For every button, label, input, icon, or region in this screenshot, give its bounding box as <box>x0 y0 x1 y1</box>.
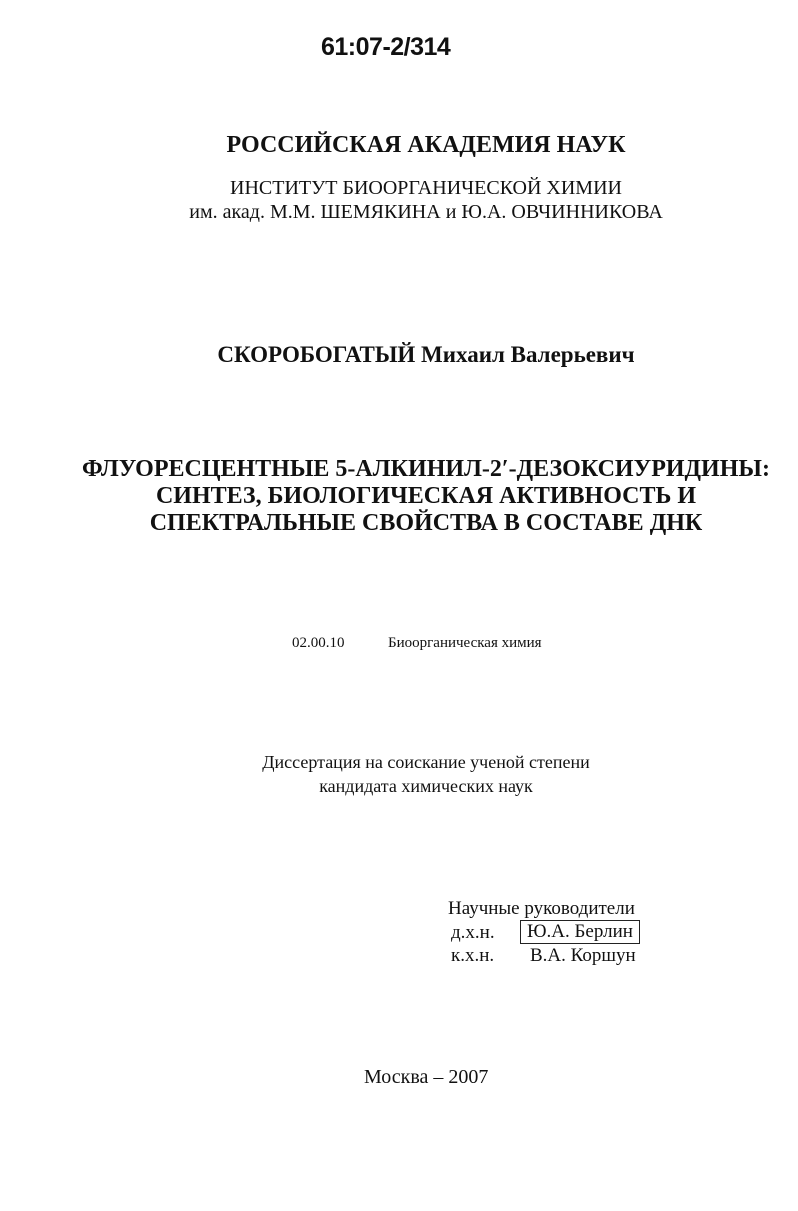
specialty-code: 02.00.10 <box>292 635 345 651</box>
supervisor-1-name: Ю.А. Берлин <box>520 920 640 944</box>
archive-number: 61:07-2/314 <box>321 33 451 61</box>
thesis-title-line-2: СИНТЕЗ, БИОЛОГИЧЕСКАЯ АКТИВНОСТЬ И <box>155 483 697 509</box>
degree-name: кандидата химических наук <box>319 776 533 796</box>
thesis-title-line-3: СПЕКТРАЛЬНЫЕ СВОЙСТВА В СОСТАВЕ ДНК <box>149 510 703 536</box>
academy-name: РОССИЙСКАЯ АКАДЕМИЯ НАУК <box>226 132 626 158</box>
dissertation-statement: Диссертация на соискание ученой степени <box>262 752 590 772</box>
specialty-name: Биоорганическая химия <box>388 635 542 651</box>
supervisor-1-degree: д.х.н. <box>451 922 495 943</box>
supervisors-label: Научные руководители <box>448 898 635 919</box>
author-name: СКОРОБОГАТЫЙ Михаил Валерьевич <box>217 342 635 367</box>
thesis-title-line-1: ФЛУОРЕСЦЕНТНЫЕ 5-АЛКИНИЛ-2′-ДЕЗОКСИУРИДИНЫ: <box>82 456 770 482</box>
institute-name: ИНСТИТУТ БИООРГАНИЧЕСКОЙ ХИМИИ <box>230 177 622 199</box>
supervisor-2-degree: к.х.н. <box>451 945 495 966</box>
institute-named-after: им. акад. М.М. ШЕМЯКИНА и Ю.А. ОВЧИННИКОВА <box>189 201 663 223</box>
city-year: Москва – 2007 <box>364 1066 489 1088</box>
supervisor-2-name: В.А. Коршун <box>530 945 636 966</box>
